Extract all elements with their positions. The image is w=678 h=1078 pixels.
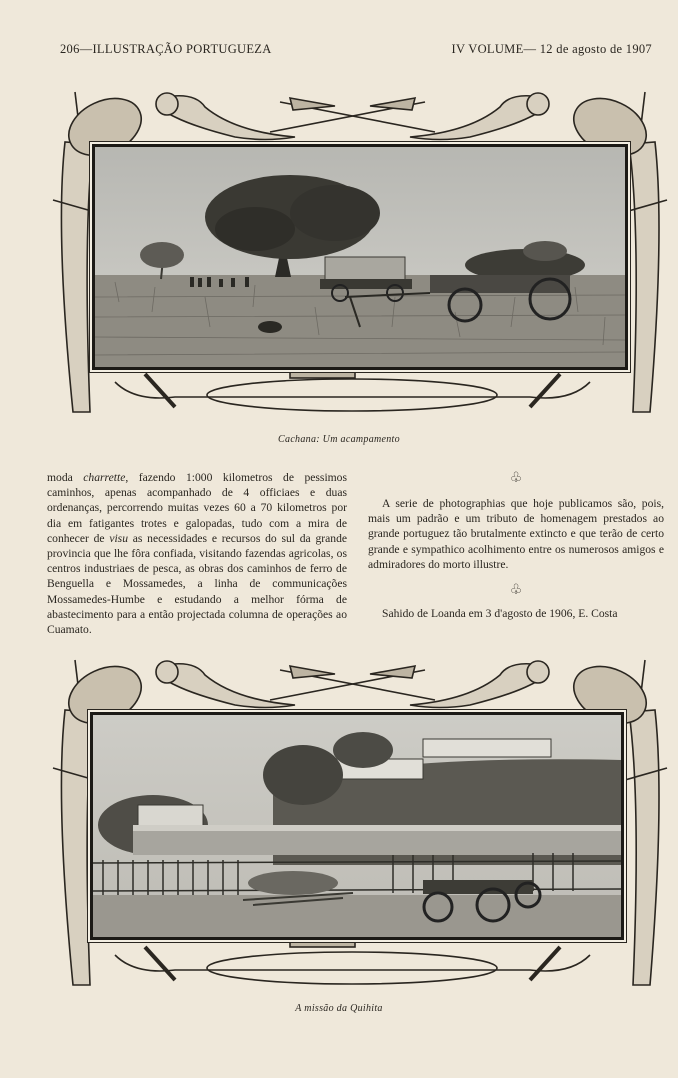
left-paragraph xyxy=(47,470,347,637)
article-right-column xyxy=(368,470,664,621)
figure-1-frame xyxy=(35,82,670,427)
italic-term-visu: visu xyxy=(109,531,128,545)
text-run: moda xyxy=(47,471,84,484)
figure-1-caption: Cachana: Um acampamento xyxy=(278,434,400,445)
signature-line: Sahido de Loanda em 3 d'agosto de 1906, E. Costa xyxy=(382,607,618,621)
right-paragraph: A serie de photographias que hoje publicamos são, pois, mais um padrão e um tributo de homenagem prestados ao grande portuguez tão brutalmente extincto e que terão de certo grande e sympathico acolhimento entre os numerosos amigos e admiradores do morto illustre. xyxy=(368,497,664,571)
text-run: as necessidades e recursos do sul da grande provincia que lhe fôra confiada, visitando fazendas agricolas, os centros industriaes de pesca, as obras dos caminhos de ferro de Benguella e Mossamedes, a linha de communicações Mossamedes-Humbe e estudando a melhor fórma de abastecimento para a então projectada columna de operações ao Cuamato. xyxy=(47,531,348,637)
italic-term-charrette: charrette xyxy=(83,471,126,484)
text-run: , fazendo 1:000 kilometros de pessimos caminhos, apenas acompanhado de 4 officiaes e duas ordenanças, percorrendo muitas vezes 60 a 70 kilometros por dia em fatigantes trotes e galopadas, tudo com a mira de conhecer de xyxy=(47,471,347,545)
mission-scene-image xyxy=(93,715,621,937)
photo-mission xyxy=(90,712,624,940)
figure-2-caption: A missão da Quihita xyxy=(295,1003,383,1014)
photo-camp xyxy=(92,144,628,370)
article-left-column xyxy=(47,470,347,637)
issue-date: IV VOLUME— 12 de agosto de 1907 xyxy=(451,42,652,56)
figure-2-frame xyxy=(35,650,670,998)
page-header xyxy=(60,42,652,60)
club-ornament: ♧ xyxy=(509,471,523,486)
page-title: 206—ILLUSTRAÇÃO PORTUGUEZA xyxy=(60,42,272,56)
camp-scene-image xyxy=(95,147,625,367)
club-ornament: ♧ xyxy=(509,583,523,599)
